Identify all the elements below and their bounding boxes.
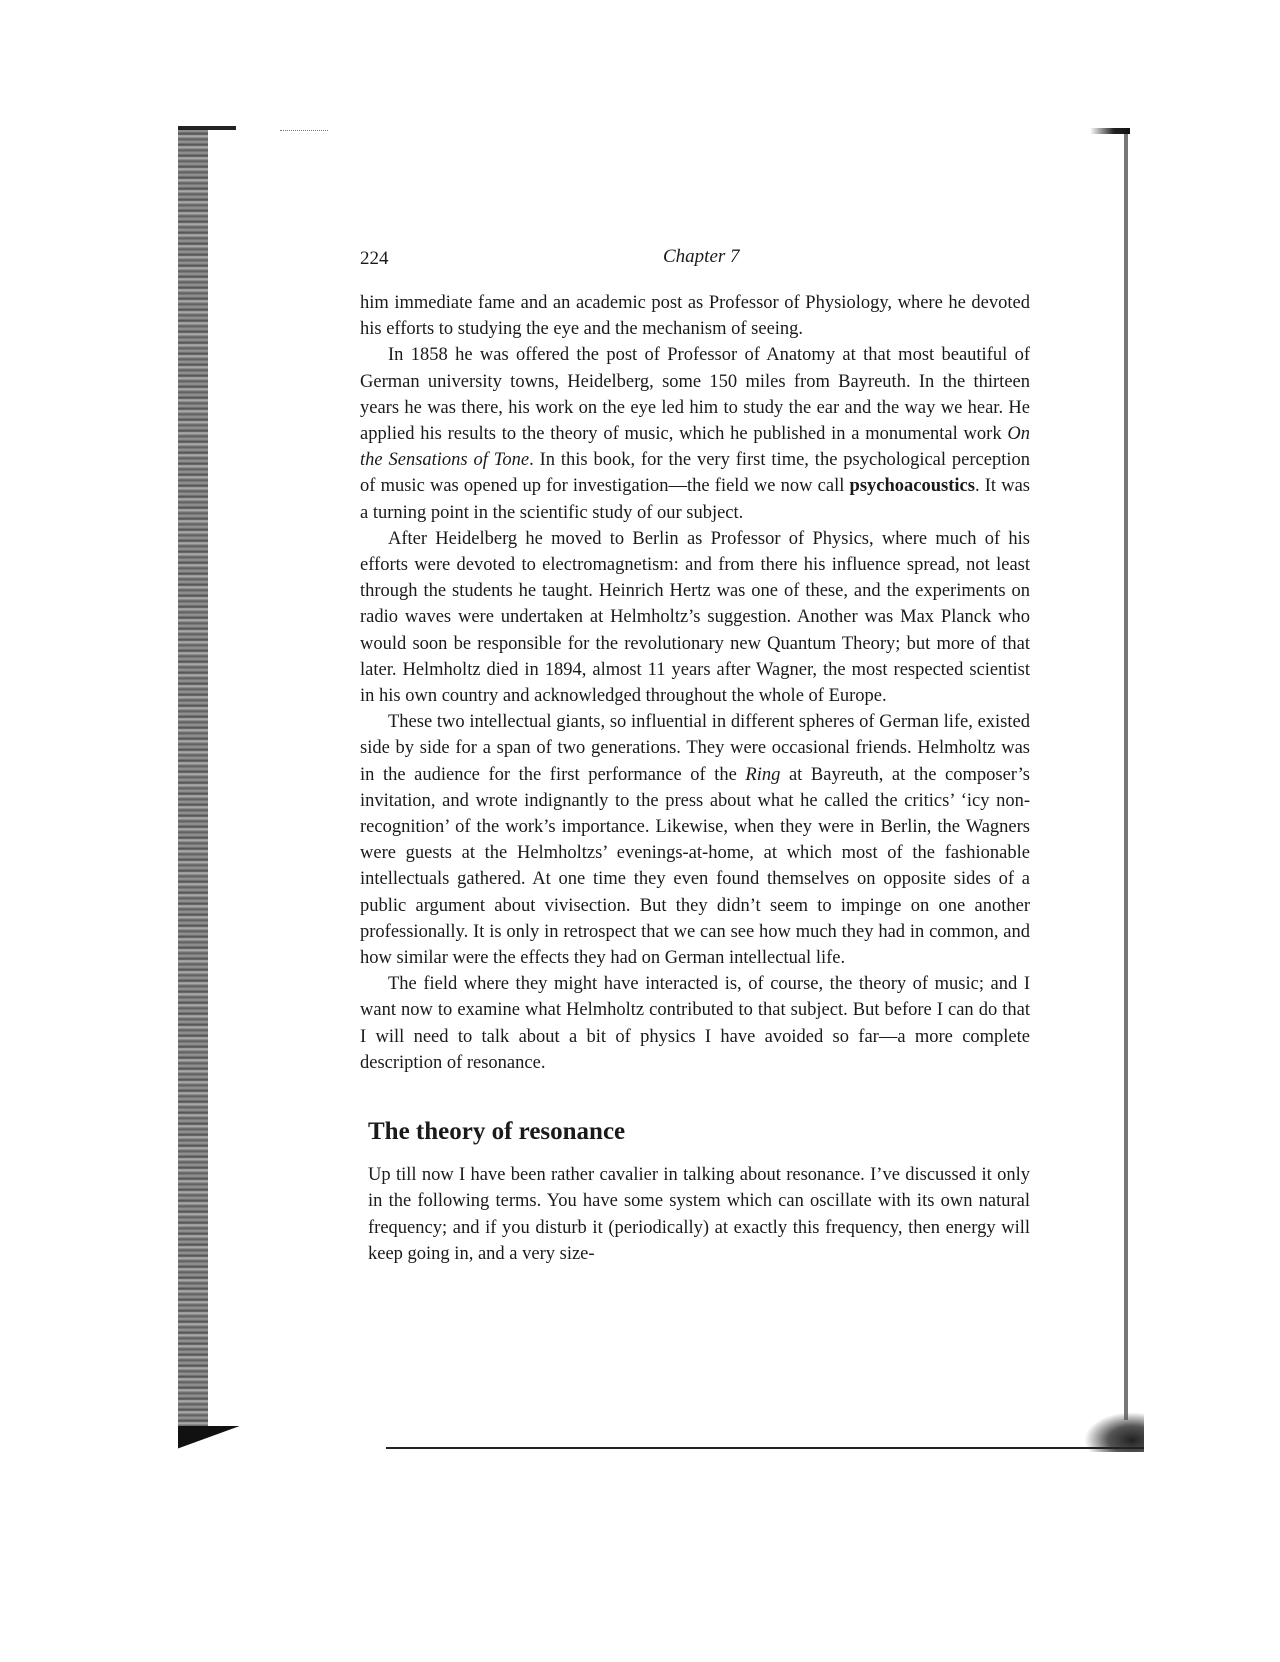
scan-binding-shadow-left — [178, 128, 208, 1428]
body-paragraph — [360, 971, 1030, 1076]
scan-edge-right-top — [1090, 128, 1130, 134]
text-run: After Heidelberg he moved to Berlin as Professor of Physics, where much of his efforts were devoted to electromagnetism: and from there his influence spread, not least through the students he taught. Heinrich Hertz was one of these, and the experiments on radio waves were undertaken at Helmholtz’s suggestion. Another was Max Planck who would soon be responsible for the revolutionary new Quantum Theory; but more of that later. Helmholtz died in 1894, almost 11 years after Wagner, the most respected scientist in his own country and acknowledged throughout the whole of Europe. — [360, 528, 1030, 707]
scan-edge-left-bottom — [178, 1426, 248, 1456]
book-page — [360, 246, 1030, 1267]
text-run: These two intellectual giants, so influential in different spheres of German life, existed side by side for a span of two generations. They were occasional friends. Helmholtz was in the audience for the first performance of the — [360, 712, 1030, 785]
body-paragraph — [360, 342, 1030, 525]
section-paragraph: Up till now I have been rather cavalier in talking about resonance. I’ve discussed it only in the following terms. You have some system which can oscillate with its own natural frequency; and if you disturb it (periodically) at exactly this frequency, then energy will keep going in, and a very size- — [368, 1165, 1030, 1264]
running-head — [360, 246, 1030, 276]
page-number: 224 — [360, 248, 389, 269]
italic-text-run: Ring — [745, 764, 781, 785]
chapter-title: Chapter 7 — [663, 246, 740, 267]
page-bottom-edge — [386, 1447, 1144, 1449]
text-run: The field where they might have interacted is, of course, the theory of music; and I want now to examine what Helmholtz contributed to that subject. But before I can do that I will need to talk about a bit of physics I have avoided so far—a more complete description of resonance. — [360, 974, 1030, 1073]
body-paragraph — [360, 526, 1030, 709]
section-heading: The theory of resonance — [368, 1118, 626, 1146]
text-run: In 1858 he was offered the post of Professor of Anatomy at that most beautiful of German university towns, Heidelberg, some 150 miles from Bayreuth. In the thirteen years he was there, his work on the eye led him to study the ear and the way we hear. He applied his results to the theory of music, which he published in a monumental work — [360, 345, 1030, 445]
bold-text-run: psychoacoustics — [849, 476, 975, 497]
scan-edge-left-top — [178, 126, 236, 130]
italic-text-run: On the Sensations of Tone — [360, 424, 1030, 471]
text-run: him immediate fame and an academic post as Professor of Physiology, where he devoted his efforts to studying the eye and the mechanism of seeing. — [360, 293, 1030, 340]
text-run: . In this book, for the very first time, the psychological perception of music was opened up for investigation—the field we now call — [360, 450, 1030, 497]
text-run: at Bayreuth, at the composer’s invitation, and wrote indignantly to the press about what he called the critics’ ‘icy non-recognition’ of the work’s importance. Likewise, when they were in Berlin, the Wagners were guests at the Helmholtzs’ evenings-at-home, at which most of the fashionable intellectuals gathered. At one time they even found themselves on opposite sides of a public argument about vivisection. But they didn’t seem to impinge on one another professionally. It is only in retrospect that we can see how much they had in common, and how similar were the effects they had on German intellectual life. — [360, 764, 1030, 969]
section-text — [360, 1162, 1030, 1267]
scan-binding-shadow-right — [1124, 130, 1128, 1420]
text-run: . It was a turning point in the scientific study of our subject. — [360, 476, 1030, 523]
body-paragraph — [360, 709, 1030, 971]
body-text — [360, 290, 1030, 1076]
scan-dots — [280, 130, 328, 132]
scan-edge-right-bottom — [1084, 1412, 1144, 1452]
body-paragraph — [360, 290, 1030, 342]
